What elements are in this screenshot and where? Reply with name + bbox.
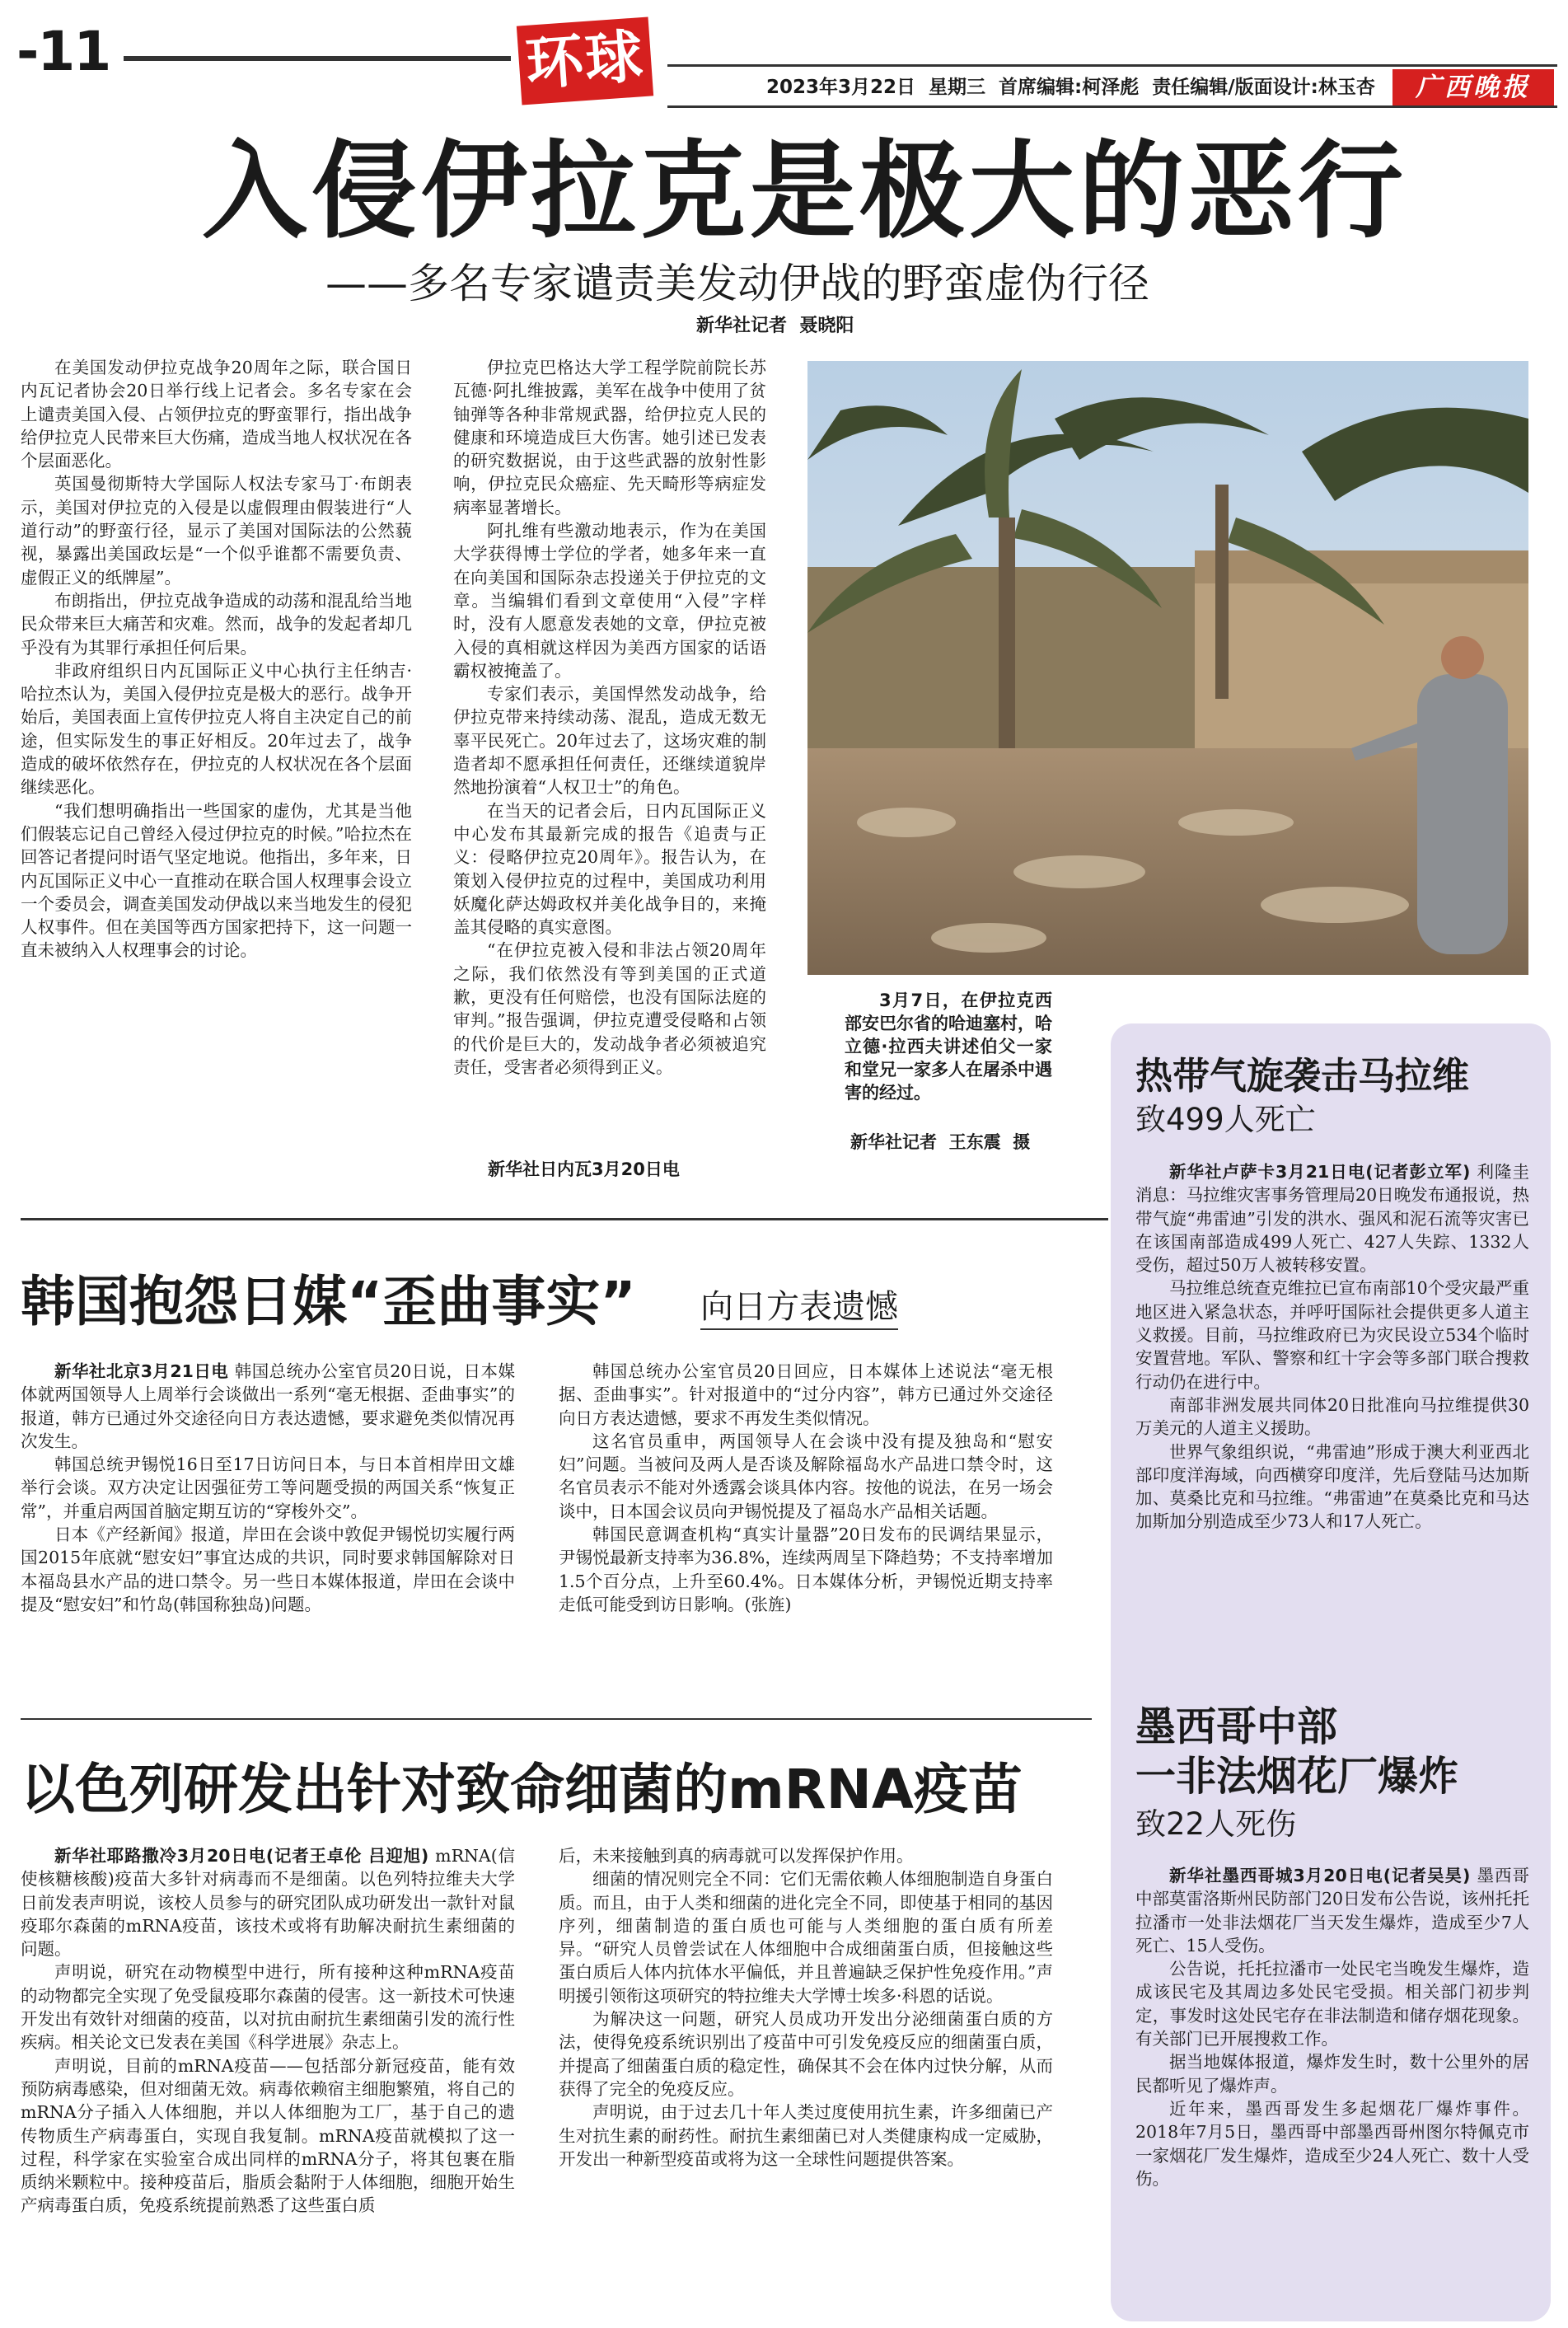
- israel-paragraph: 声明说，目前的mRNA疫苗——包括部分新冠疫苗，能有效预防病毒感染，但对细菌无效。病毒依赖宿主细胞繁殖，将自己的mRNA分子插入人体细胞，并以人体细胞为工厂，基于自己的遗传物质生产病毒蛋白，实现自我复制。mRNA疫苗就模拟了这一过程，科学家在实验室合成出同样的mRNA分子，将其包裹在脂质纳米颗粒中。接种疫苗后，脂质会黏附于人体细胞，细胞开始生产病毒蛋白质，免疫系统提前熟悉了这些蛋白质: [21, 2055, 515, 2216]
- lead-paragraph: “我们想明确指出一些国家的虚伪，尤其是当他们假装忘记自己曾经入侵过伊拉克的时候。”哈拉杰在回答记者提问时语气坚定地说。他指出，多年来，日内瓦国际正义中心一直推动在联合国人权理事会设立一个委员会，调查美国发动伊战以来当地发生的侵犯人权事件。但在美国等西方国家把持下，这一问题一直未被纳入人权理事会的讨论。: [21, 800, 412, 961]
- masthead-rule-bottom: [667, 105, 1557, 108]
- mexico-body: [1135, 1864, 1529, 2309]
- malawi-subheadline: 致499人死亡: [1135, 1102, 1316, 1137]
- photo-credit: 新华社记者 王东震 摄: [850, 1132, 1031, 1152]
- korea-dateline: 新华社北京3月21日电: [54, 1361, 235, 1381]
- israel-paragraph: 后，未来接触到真的病毒就可以发挥保护作用。: [559, 1846, 914, 1866]
- masthead-rule-left: [124, 56, 511, 61]
- paper-logo: 广西晚报: [1392, 69, 1554, 105]
- mexico-paragraph: 近年来，墨西哥发生多起烟花厂爆炸事件。2018年7月5日，墨西哥中部墨西哥州图尔特佩克市一家烟花厂发生爆炸，造成至少24人死亡、数十人受伤。: [1135, 2098, 1529, 2189]
- mexico-paragraph: 据当地媒体报道，爆炸发生时，数十公里外的居民都听见了爆炸声。: [1135, 2052, 1529, 2096]
- korea-paragraph: 日本《产经新闻》报道，岸田在会谈中敦促尹锡悦切实履行两国2015年底就“慰安妇”事宜达成的共识，同时要求韩国解除对日本福岛县水产品的进口禁令。另一些日本媒体报道，岸田在会谈中提及“慰安妇”和竹岛(韩国称独岛)问题。: [21, 1525, 515, 1614]
- mexico-paragraph: 新华社墨西哥城3月20日电(记者吴昊) 墨西哥中部莫雷洛斯州民防部门20日发布公告说，该州托托拉潘市一处非法烟花厂当天发生爆炸，造成至少7人死亡、15人受伤。: [1135, 1866, 1529, 1956]
- lead-dateline: 新华社日内瓦3月20日电: [488, 1159, 680, 1179]
- korea-subheadline: 向日方表遗憾: [700, 1286, 898, 1330]
- malawi-body: [1135, 1160, 1529, 1655]
- israel-paragraph: 声明说，由于过去几十年人类过度使用抗生素，许多细菌已产生对抗生素的耐药性。耐抗生素细菌已对人类健康构成一定威胁，开发出一种新型疫苗或将为这一全球性问题提供答案。: [559, 2102, 1053, 2169]
- issue-meta: 2023年3月22日 星期三 首席编辑:柯泽彪 责任编辑/版面设计:林玉杏: [766, 77, 1375, 98]
- lead-paragraph: 非政府组织日内瓦国际正义中心执行主任纳吉·哈拉杰认为，美国入侵伊拉克是极大的恶行。战争开始后，美国表面上宣传伊拉克人将自主决定自己的前途，但实际发生的事正好相反。20年过去了，战争造成的破坏依然存在，伊拉克的人权状况在各个层面继续恶化。: [21, 660, 412, 798]
- israel-paragraph: 声明说，研究在动物模型中进行，所有接种这种mRNA疫苗的动物都完全实现了免受鼠疫耶尔森菌的侵害。这一新技术可快速开发出有效针对细菌的疫苗，以对抗由耐抗生素细菌引发的流行性疾病。相关论文已发表在美国《科学进展》杂志上。: [21, 1962, 515, 2053]
- lead-paragraph: 英国曼彻斯特大学国际人权法专家马丁·布朗表示，美国对伊拉克的入侵是以虚假理由假装进行“人道行动”的野蛮行径，显示了美国对国际法的公然藐视，暴露出美国政坛是“一个似乎谁都不需要负责、虚假正义的纸牌屋”。: [21, 474, 412, 588]
- israel-paragraph: 细菌的情况则完全不同：它们无需依赖人体细胞制造自身蛋白质。而且，由于人类和细菌的进化完全不同，即使基于相同的基因序列，细菌制造的蛋白质也可能与人类细胞的蛋白质有所差异。“研究人员曾尝试在人体细胞中合成细菌蛋白质，但接触这些蛋白质后人体内抗体水平偏低，并且普遍缺乏保护性免疫作用。”声明援引领衔这项研究的特拉维夫大学博士埃多·科恩的话说。: [559, 1869, 1053, 2006]
- lead-headline: 入侵伊拉克是极大的恶行: [202, 130, 1408, 253]
- palm-trees-photo-icon: [807, 361, 1528, 975]
- korea-bottom-rule: [21, 1718, 1092, 1720]
- israel-paragraph: 新华社耶路撒冷3月20日电(记者王卓伦 吕迎旭) mRNA(信使核糖核酸)疫苗大多针对病毒而不是细菌。以色列特拉维夫大学日前发表声明说，该校人员参与的研究团队成功研发出一款针对鼠疫耶尔森菌的mRNA疫苗，该技术或将有助解决耐抗生素细菌的问题。: [21, 1846, 515, 1960]
- korea-column-2: [559, 1360, 1053, 1706]
- lead-paragraph: “在伊拉克被入侵和非法占领20周年之际，我们依然没有等到美国的正式道歉，更没有任何赔偿，也没有国际法庭的审判。”报告强调，伊拉克遭受侵略和占领的代价是巨大的，发动战争者必须被追究责任，受害者必须得到正义。: [453, 940, 766, 1077]
- photo-caption: [845, 989, 1052, 1129]
- israel-dateline: 新华社耶路撒冷3月20日电(记者王卓伦 吕迎旭): [54, 1846, 436, 1866]
- israel-paragraph: 为解决这一问题，研究人员成功开发出分泌细菌蛋白质的方法，使得免疫系统识别出了疫苗中可引发免疫反应的细菌蛋白质，并提高了细菌蛋白质的稳定性，确保其不会在体内过快分解，从而获得了完全的免疫反应。: [559, 2009, 1053, 2099]
- photo-caption-text: 3月7日，在伊拉克西部安巴尔省的哈迪塞村，哈立德·拉西夫讲述伯父一家和堂兄一家多人在屠杀中遇害的经过。: [845, 991, 1052, 1103]
- lead-paragraph: 伊拉克巴格达大学工程学院前院长苏瓦德·阿扎维披露，美军在战争中使用了贫铀弹等各种非常规武器，给伊拉克人民的健康和环境造成巨大伤害。她引述已发表的研究数据说，由于这些武器的放射性影响，伊拉克民众癌症、先天畸形等病症发病率显著增长。: [453, 358, 766, 518]
- mexico-headline-line2: 一非法烟花厂爆炸: [1135, 1753, 1459, 1800]
- korea-paragraph: 新华社北京3月21日电 韩国总统办公室官员20日说，日本媒体就两国领导人上周举行会谈做出一系列“毫无根据、歪曲事实”的报道，韩方已通过外交途径向日方表达遗憾，要求避免类似情况再次发生。: [21, 1361, 515, 1451]
- korea-paragraph: 韩国民意调查机构“真实计量器”20日发布的民调结果显示，尹锡悦最新支持率为36.8%，连续两周呈下降趋势；不支持率增加1.5个百分点，上升至60.4%。日本媒体分析，尹锡悦近期支持率走低可能受到访日影响。(张旌): [559, 1525, 1053, 1614]
- korea-paragraph: 韩国总统尹锡悦16日至17日访问日本，与日本首相岸田文雄举行会谈。双方决定让因强征劳工等问题受损的两国关系“恢复正常”，并重启两国首脑定期互访的“穿梭外交”。: [21, 1454, 515, 1521]
- page-number: -11: [16, 20, 110, 83]
- korea-paragraph: 这名官员重申，两国领导人在会谈中没有提及独岛和“慰安妇”问题。当被问及两人是否谈及解除福岛水产品进口禁令时，这名官员表示不能对外透露会谈具体内容。按他的说法，在另一场会谈中，日本国会议员向尹锡悦提及了福岛水产品相关话题。: [559, 1431, 1053, 1521]
- mexico-paragraph: 公告说，托托拉潘市一处民宅当晚发生爆炸，造成该民宅及其周边多处民宅受损。相关部门初步判定，事发时这处民宅存在非法制造和储存烟花现象。有关部门已开展搜救工作。: [1135, 1959, 1529, 2049]
- lead-column-2: [453, 356, 766, 1147]
- korea-column-1: [21, 1360, 515, 1706]
- mexico-headline-line1: 墨西哥中部: [1135, 1703, 1338, 1750]
- lead-column-1: [21, 356, 412, 1188]
- lead-paragraph: 布朗指出，伊拉克战争造成的动荡和混乱给当地民众带来巨大痛苦和灾难。然而，战争的发起者却几乎没有为其罪行承担任何后果。: [21, 590, 412, 658]
- lead-subheadline: ——多名专家谴责美发动伊战的野蛮虚伪行径: [325, 260, 1149, 307]
- mexico-dateline: 新华社墨西哥城3月20日电(记者吴昊): [1169, 1866, 1477, 1885]
- section-tag: 环球: [517, 17, 653, 105]
- korea-paragraph: 韩国总统办公室官员20日回应，日本媒体上述说法“毫无根据、歪曲事实”。针对报道中的“过分内容”，韩方已通过外交途径向日方表达遗憾，要求不再发生类似情况。: [559, 1361, 1053, 1428]
- malawi-paragraph: 新华社卢萨卡3月21日电(记者彭立军) 利隆圭消息：马拉维灾害事务管理局20日晚发布通报说，热带气旋“弗雷迪”引发的洪水、强风和泥石流等灾害已在该国南部造成499人死亡、427人失踪、1332人受伤，超过50万人被转移安置。: [1135, 1162, 1529, 1276]
- malawi-dateline: 新华社卢萨卡3月21日电(记者彭立军): [1169, 1162, 1477, 1182]
- lead-paragraph: 专家们表示，美国悍然发动战争，给伊拉克带来持续动荡、混乱，造成无数无辜平民死亡。20年过去了，这场灾难的制造者却不愿承担任何责任，还继续道貌岸然地扮演着“人权卫士”的角色。: [453, 684, 766, 798]
- lead-bottom-rule: [21, 1218, 1108, 1220]
- israel-headline: 以色列研发出针对致命细菌的mRNA疫苗: [21, 1758, 1023, 1821]
- lead-byline: 新华社记者 聂晓阳: [696, 316, 854, 336]
- masthead-rule-top: [667, 64, 1557, 67]
- lead-paragraph: 在美国发动伊拉克战争20周年之际，联合国日内瓦记者协会20日举行线上记者会。多名专家在会上谴责美国入侵、占领伊拉克的野蛮罪行，指出战争给伊拉克人民带来巨大伤痛，造成当地人权状况在各个层面恶化。: [21, 358, 412, 471]
- lead-photo: [807, 361, 1528, 975]
- israel-column-2: [559, 1844, 1053, 2324]
- malawi-paragraph: 马拉维总统查克维拉已宣布南部10个受灾最严重地区进入紧急状态，并呼吁国际社会提供更多人道主义救援。目前，马拉维政府已为灾民设立534个临时安置营地。军队、警察和红十字会等多部门联合搜救行动仍在进行中。: [1135, 1278, 1529, 1392]
- malawi-paragraph: 南部非洲发展共同体20日批准向马拉维提供30万美元的人道主义援助。: [1135, 1394, 1529, 1439]
- mexico-subheadline: 致22人死伤: [1135, 1806, 1297, 1842]
- lead-paragraph: 阿扎维有些激动地表示，作为在美国大学获得博士学位的学者，她多年来一直在向美国和国际杂志投递关于伊拉克的文章。当编辑们看到文章使用“入侵”字样时，没有人愿意发表她的文章，伊拉克被入侵的真相就这样因为美西方国家的话语霸权被掩盖了。: [453, 521, 766, 681]
- malawi-headline: 热带气旋袭击马拉维: [1135, 1054, 1470, 1098]
- israel-column-1: [21, 1844, 515, 2324]
- lead-paragraph: 在当天的记者会后，日内瓦国际正义中心发布其最新完成的报告《追责与正义：侵略伊拉克20周年》。报告认为，在策划入侵伊拉克的过程中，美国成功利用妖魔化萨达姆政权并美化战争目的，来掩盖其侵略的真实意图。: [453, 800, 766, 938]
- malawi-paragraph: 世界气象组织说，“弗雷迪”形成于澳大利亚西北部印度洋海域，向西横穿印度洋，先后登陆马达加斯加、莫桑比克和马拉维。“弗雷迪”在莫桑比克和马达加斯加分别造成至少73人和17人死亡。: [1135, 1441, 1529, 1532]
- korea-headline: 韩国抱怨日媒“歪曲事实”: [21, 1270, 636, 1333]
